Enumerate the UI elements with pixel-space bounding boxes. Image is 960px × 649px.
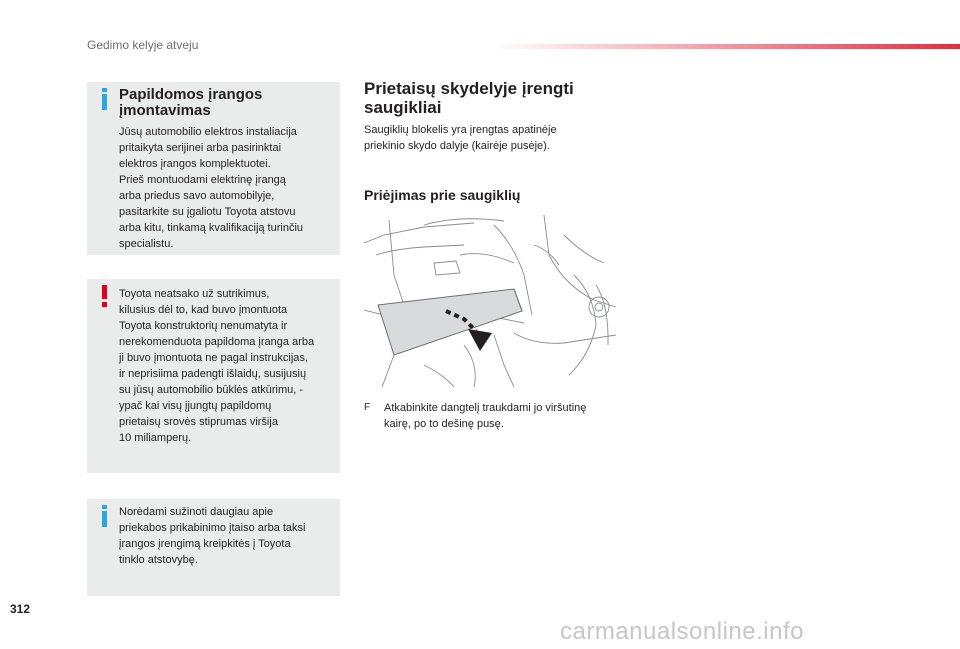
info-box-text: Jūsų automobilio elektros instaliacija pritaikyta serijinei arba pasirinktai elektros įrangos komplektuotei. Prieš montuodami elektrinę įrangą arba priedus savo automobilyje, pasitarkite su įgaliotu Toyota atstovu arba kitu, tinkamą kvalifikaciją turinčiu specialistu. bbox=[119, 126, 304, 250]
fuse-cover-panel bbox=[378, 289, 522, 355]
dashboard-drawing bbox=[364, 215, 616, 387]
warning-box bbox=[87, 279, 340, 473]
info-icon bbox=[102, 88, 107, 110]
warning-box-text: Toyota neatsako už sutrikimus, kilusius dėl to, kad buvo įmontuota Toyota konstruktorių nenumatyta ir nerekomenduota papildoma įranga arba ji buvo įmontuota ne pagal instrukcijas, ir neprisiima padengti išlaidų, susijusių su jūsų automobilio būklės atkūrimu, - ypač kai visų įjungtų papildomų prietaisų srovės stiprumas viršija 10 miliamperų. bbox=[119, 288, 315, 444]
pull-arrow-head bbox=[468, 329, 492, 351]
section-subtitle: Priėjimas prie saugiklių bbox=[364, 187, 521, 203]
info-box-text: Norėdami sužinoti daugiau apie priekabos prikabinimo įtaiso arba taksi įrangos įrengimą kreipkitės į Toyota tinklo atstovybę. bbox=[119, 506, 306, 566]
warning-icon bbox=[102, 285, 107, 307]
section-title: Gedimo kelyje atveju bbox=[87, 38, 199, 52]
instruction-text: Atkabinkite dangtelį traukdami jo viršutinę kairę, po to dešinę pusę. bbox=[384, 402, 587, 430]
fuse-cover-illustration bbox=[364, 215, 616, 387]
page-title: Prietaisų skydelyje įrengti saugikliai bbox=[364, 79, 574, 117]
info-box-towing bbox=[87, 499, 340, 596]
intro-text: Saugiklių blokelis yra įrengtas apatinėje priekinio skydo dalyje (kairėje pusėje). bbox=[364, 124, 557, 152]
info-box-accessories bbox=[87, 82, 340, 255]
info-icon bbox=[102, 505, 107, 527]
page-number: 312 bbox=[10, 602, 31, 616]
header-accent-line bbox=[490, 44, 960, 49]
bullet-icon: F bbox=[364, 402, 371, 413]
info-box-title: Papildomos įrangos įmontavimas bbox=[119, 86, 263, 119]
watermark: carmanualsonline.info bbox=[560, 618, 804, 645]
